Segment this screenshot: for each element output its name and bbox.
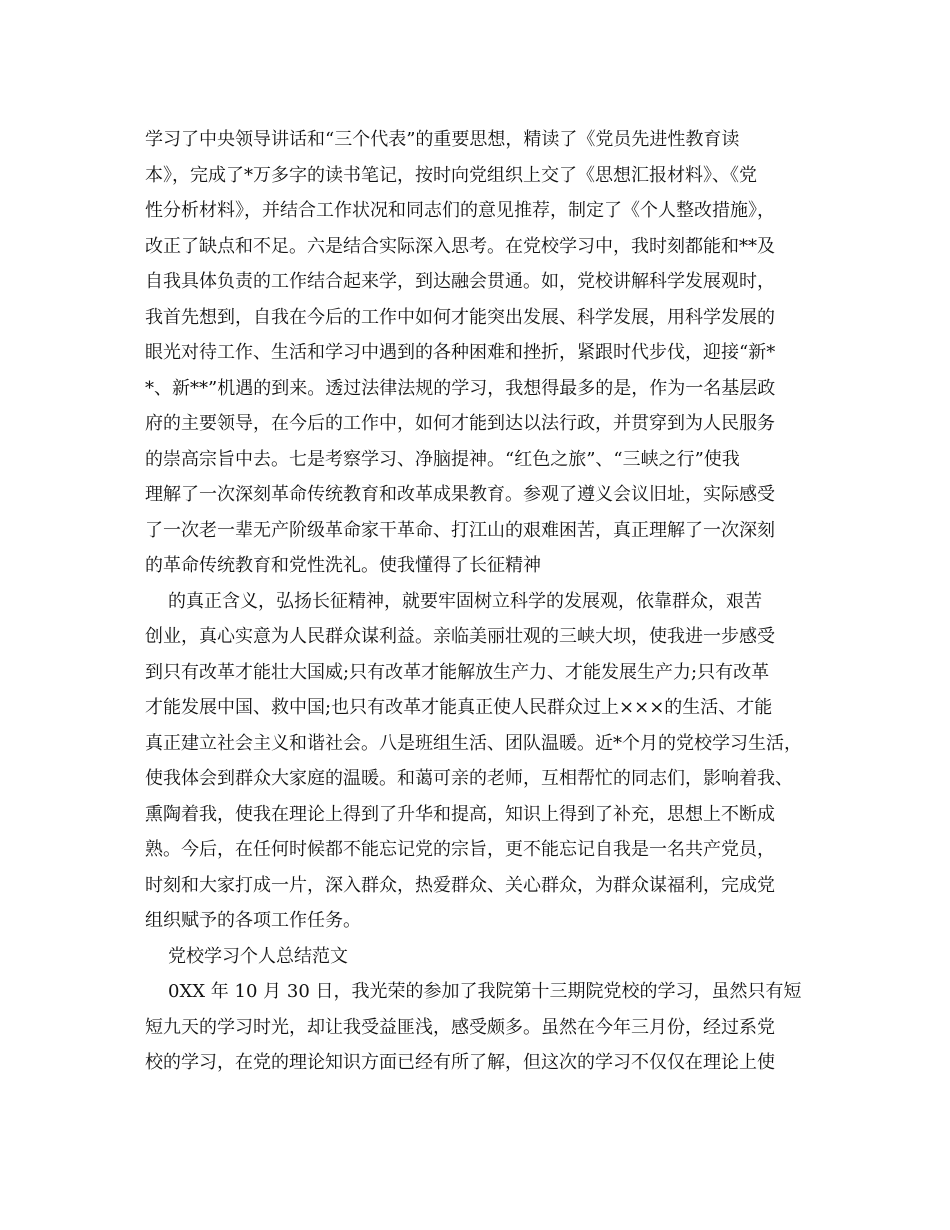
paragraph-1 <box>145 122 825 584</box>
text-line: 我首先想到，自我在今后的工作中如何才能突出发展、科学发展，用科学发展的 <box>145 306 775 328</box>
text-line: 校的学习，在党的理论知识方面已经有所了解，但这次的学习不仅仅在理论上使 <box>145 1052 775 1073</box>
text-line: 改正了缺点和不足。六是结合实际深入思考。在党校学习中，我时刻都能和**及 <box>145 235 775 257</box>
text-line: 自我具体负责的工作结合起来学，到达融会贯通。如，党校讲解科学发展观时， <box>145 271 775 292</box>
text-line: 0XX 年 10 月 30 日，我光荣的参加了我院第十三期院党校的学习，虽然只有短 <box>168 981 802 1002</box>
text-line: 的真正含义，弘扬长征精神，就要牢固树立科学的发展观，依靠群众，艰苦 <box>168 590 762 612</box>
text-line: 到只有改革才能壮大国威;只有改革才能解放生产力、才能发展生产力;只有改革 <box>145 661 770 683</box>
text-line: 眼光对待工作、生活和学习中遇到的各种困难和挫折，紧跟时代步伐，迎接“新* <box>145 342 776 363</box>
text-line: 本》，完成了*万多字的读书笔记，按时向党组织上交了《思想汇报材料》、《党 <box>145 164 757 186</box>
text-line: 真正建立社会主义和谐社会。八是班组生活、团队温暖。近*个月的党校学习生活， <box>145 732 802 754</box>
paragraph-3 <box>145 974 825 1081</box>
text-line: 短九天的学习时光，却让我受益匪浅，感受颇多。虽然在今年三月份，经过系党 <box>145 1016 775 1038</box>
paragraph-2 <box>145 584 825 939</box>
text-line: 使我体会到群众大家庭的温暖。和蔼可亲的老师，互相帮忙的同志们，影响着我、 <box>145 768 793 789</box>
text-line: 理解了一次深刻革命传统教育和改革成果教育。参观了遵义会议旧址，实际感受 <box>145 484 775 505</box>
document-body <box>145 122 825 1081</box>
text-line: 才能发展中国、救中国;也只有改革才能真正使人民群众过上×××的生活、才能 <box>145 697 773 718</box>
text-line: 时刻和大家打成一片，深入群众，热爱群众、关心群众，为群众谋福利，完成党 <box>145 874 775 896</box>
text-line: 了一次老一辈无产阶级革命家干革命、打江山的艰难困苦，真正理解了一次深刻 <box>145 519 775 541</box>
text-line: 的崇高宗旨中去。七是考察学习、净脑提神。“红色之旅”、“三峡之行”使我 <box>145 448 740 470</box>
text-line: 府的主要领导，在今后的工作中，如何才能到达以法行政，并贯穿到为人民服务 <box>145 413 775 434</box>
text-line: 学习了中央领导讲话和“三个代表”的重要思想，精读了《党员先进性教育读 <box>145 129 740 150</box>
text-line: 的革命传统教育和党性洗礼。使我懂得了长征精神 <box>145 555 541 576</box>
section-heading: 党校学习个人总结范文 <box>168 945 348 967</box>
text-line: 创业，真心实意为人民群众谋利益。亲临美丽壮观的三峡大坝，使我进一步感受 <box>145 626 775 647</box>
text-line: *、新**”机遇的到来。透过法律法规的学习，我想得最多的是，作为一名基层政 <box>145 377 776 399</box>
text-line: 性分析材料》，并结合工作状况和同志们的意见推荐，制定了《个人整改措施》， <box>145 200 775 221</box>
text-line: 熟。今后，在任何时候都不能忘记党的宗旨，更不能忘记自我是一名共产党员， <box>145 839 775 860</box>
text-line: 熏陶着我，使我在理论上得到了升华和提高，知识上得到了补充，思想上不断成 <box>145 803 775 825</box>
text-line: 组织赋予的各项工作任务。 <box>145 910 361 931</box>
